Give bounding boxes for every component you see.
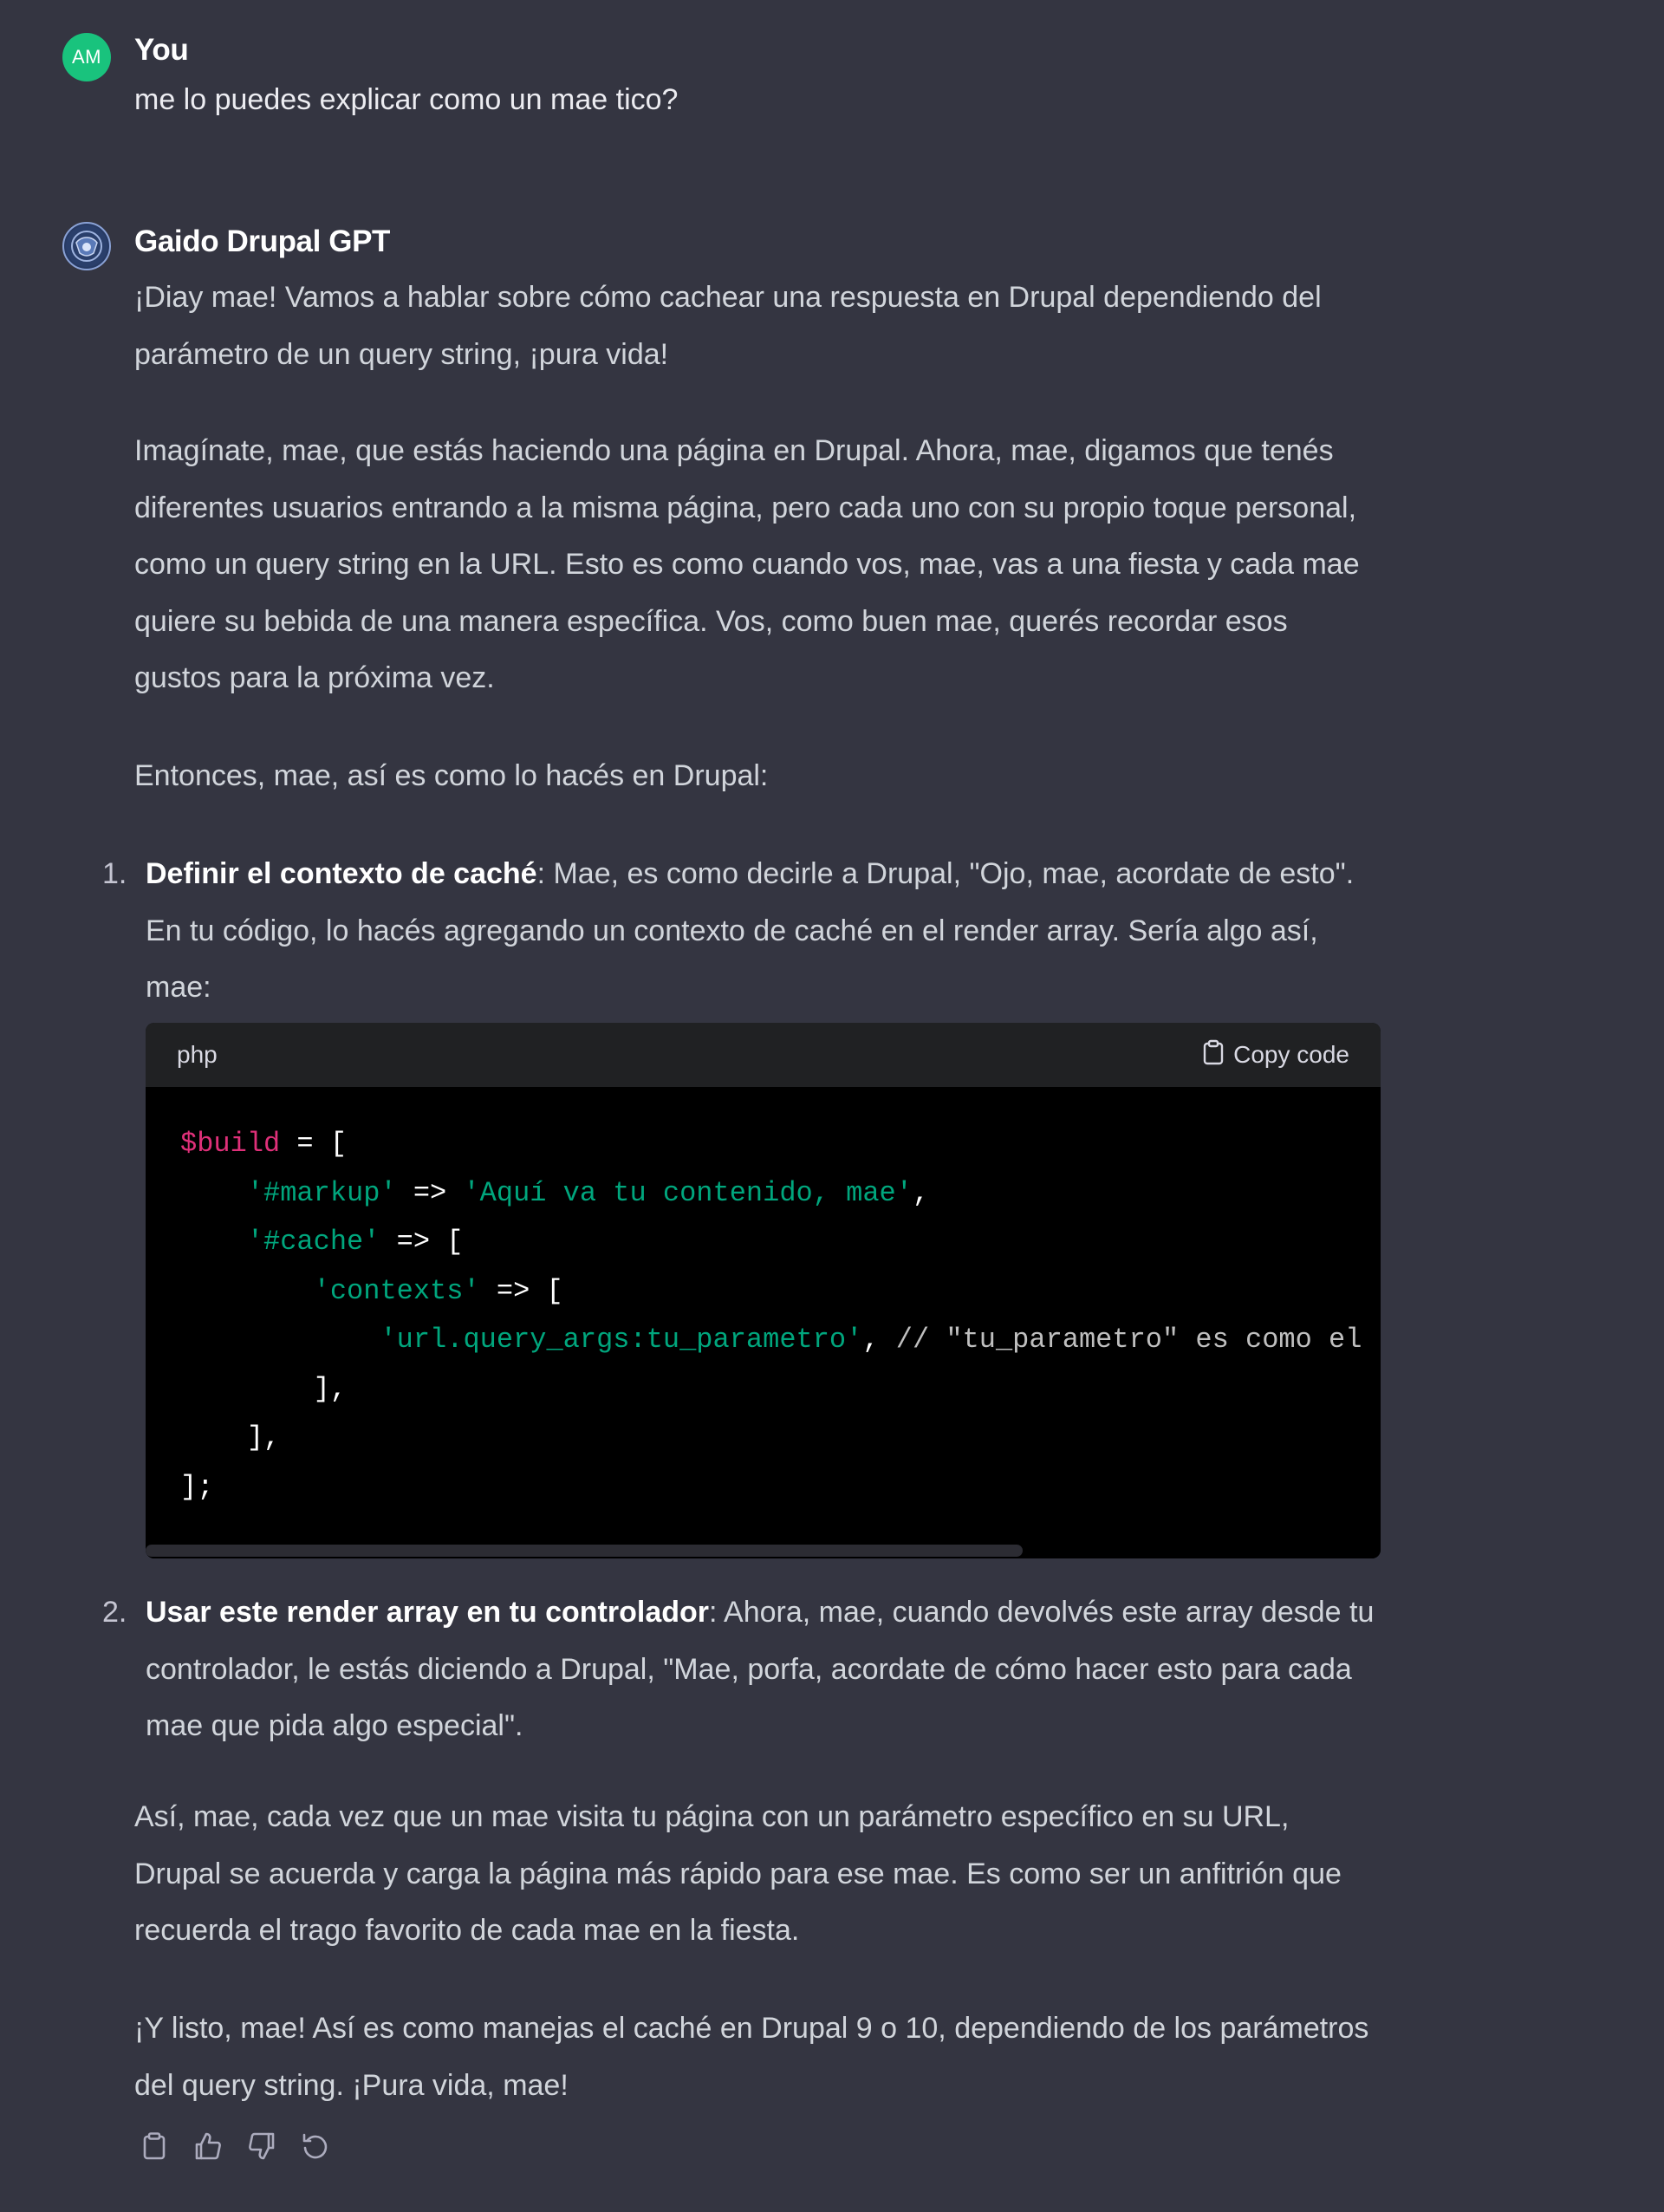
- assistant-author-name: Gaido Drupal GPT: [134, 224, 391, 258]
- step-2: [146, 1584, 1385, 1755]
- step-1: [146, 846, 1385, 1017]
- scrollbar-thumb[interactable]: [146, 1545, 1023, 1557]
- step-2-number: 2.: [102, 1596, 127, 1629]
- step-1-title: Definir el contexto de caché: [146, 857, 537, 890]
- code-token: => [: [479, 1274, 563, 1307]
- user-avatar: [62, 33, 111, 81]
- code-token: 'Aquí va tu contenido, mae': [463, 1176, 913, 1209]
- code-token: = [: [280, 1128, 348, 1160]
- message-actions: [137, 2131, 333, 2165]
- thumbs-up-icon: [193, 2131, 223, 2165]
- code-token: ];: [180, 1470, 214, 1503]
- code-token: '#cache': [246, 1226, 380, 1258]
- copy-message-button[interactable]: [137, 2131, 172, 2165]
- code-token: ],: [246, 1422, 281, 1454]
- assistant-intro: ¡Diay mae! Vamos a hablar sobre cómo cachear una respuesta en Drupal dependiendo del parámetro de un query string, ¡pura vida!: [134, 281, 1322, 371]
- regenerate-button[interactable]: [298, 2131, 333, 2165]
- copy-code-label: Copy code: [1233, 1041, 1349, 1068]
- assistant-paragraph-2: Imagínate, mae, que estás haciendo una página en Drupal. Ahora, mae, digamos que tenés diferentes usuarios entrando a la misma página, pero cada uno con su propio toque personal, como un query string en la URL. Esto es como cuando vos, mae, vas a una fiesta y cada mae quiere su bebida de una manera específica. Vos, como buen mae, querés recordar esos gustos para la próxima vez.: [134, 434, 1360, 694]
- assistant-paragraph-5: ¡Y listo, mae! Así es como manejas el caché en Drupal 9 o 10, dependiendo de los parámetros del query string. ¡Pura vida, mae!: [134, 2012, 1369, 2102]
- assistant-paragraph-4: Así, mae, cada vez que un mae visita tu página con un parámetro específico en su URL, Drupal se acuerda y carga la página más rápido para ese mae. Es como ser un anfitrión que recuerda el trago favorito de cada mae en la fiesta.: [134, 1800, 1342, 1947]
- thumbs-down-icon: [247, 2131, 276, 2165]
- code-block: [146, 1023, 1381, 1558]
- code-token: ,: [862, 1324, 896, 1356]
- code-token: =>: [396, 1176, 464, 1209]
- code-token: ],: [313, 1372, 348, 1405]
- clipboard-icon: [141, 2131, 167, 2165]
- thumbs-down-button[interactable]: [244, 2131, 279, 2165]
- code-token: 'url.query_args:tu_parametro': [380, 1324, 863, 1356]
- regenerate-icon: [301, 2131, 330, 2165]
- user-message-text: me lo puedes explicar como un mae tico?: [134, 83, 679, 116]
- step-1-text: : Mae, es como decirle a Drupal, "Ojo, mae, acordate de esto". En tu código, lo hacés agregando un contexto de caché en el render array. Sería algo así, mae:: [146, 857, 1355, 1004]
- user-avatar-initials: AM: [72, 46, 101, 68]
- code-comment: // "tu_parametro" es como el: [895, 1324, 1362, 1356]
- code-token: 'contexts': [313, 1274, 480, 1307]
- thumbs-up-button[interactable]: [191, 2131, 225, 2165]
- code-token: $build: [180, 1128, 281, 1160]
- clipboard-icon: [1202, 1039, 1225, 1071]
- user-author-name: You: [134, 33, 189, 67]
- code-content: [146, 1087, 1381, 1543]
- code-token: => [: [380, 1226, 464, 1258]
- assistant-paragraph-3: Entonces, mae, así es como lo hacés en Drupal:: [134, 759, 769, 792]
- copy-code-button[interactable]: [1202, 1039, 1349, 1071]
- drupal-gpt-avatar-icon: [62, 222, 111, 270]
- step-1-number: 1.: [102, 857, 127, 890]
- code-header: [146, 1023, 1381, 1087]
- step-2-title: Usar este render array en tu controlador: [146, 1596, 710, 1629]
- code-horizontal-scrollbar[interactable]: [146, 1543, 1381, 1558]
- code-language-label: php: [177, 1041, 218, 1068]
- step-2-text: : Ahora, mae, cuando devolvés este array desde tu controlador, le estás diciendo a Drupal, "Mae, porfa, acordate de cómo hacer esto para cada mae que pida algo especial".: [146, 1596, 1375, 1742]
- code-token: ,: [912, 1176, 930, 1209]
- code-token: '#markup': [246, 1176, 397, 1209]
